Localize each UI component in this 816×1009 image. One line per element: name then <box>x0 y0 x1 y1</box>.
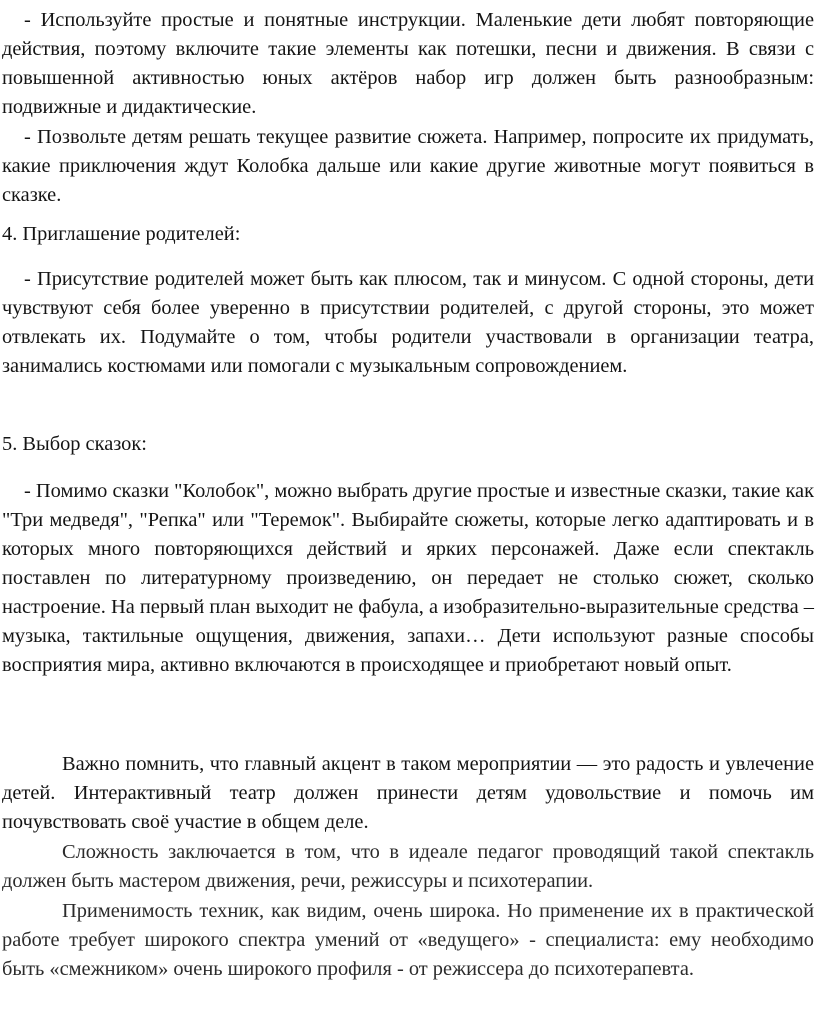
paragraph-instructions: - Используйте простые и понятные инструкции. Маленькие дети любят повторяющие действия, поэтому включите такие элементы как потешки, песни и движения. В связи с повышенной активностью юных актёров набор игр должен быть разнообразным: подвижные и дидактические. <box>2 9 814 118</box>
heading-fairy-tale-choice: 5. Выбор сказок: <box>2 433 147 455</box>
paragraph-plot-development: - Позвольте детям решать текущее развитие сюжета. Например, попросите их придумать, какие приключения ждут Колобка дальше или какие другие животные могут появиться в сказке. <box>2 126 814 206</box>
paragraph-difficulty: Сложность заключается в том, что в идеале педагог проводящий такой спектакль должен быть мастером движения, речи, режиссуры и психотерапии. <box>2 841 814 892</box>
paragraph-fairy-tales: - Помимо сказки "Колобок", можно выбрать другие простые и известные сказки, такие как "Три медведя", "Репка" или "Теремок". Выбирайте сюжеты, которые легко адаптировать и в которых много повторяющихся действий и ярких персонажей. Даже если спектакль поставлен по литературному произведению, он передает не столько сюжет, сколько настроение. На первый план выходит не фабула, а изобразительно-выразительные средства – музыка, тактильные ощущения, движения, запахи… Дети используют разные способы восприятия мира, активно включаются в происходящее и приобретают новый опыт. <box>2 480 814 676</box>
paragraph-parents: - Присутствие родителей может быть как плюсом, так и минусом. С одной стороны, дети чувствуют себя более уверенно в присутствии родителей, с другой стороны, это может отвлекать их. Подумайте о том, чтобы родители участвовали в организации театра, занимались костюмами или помогали с музыкальным сопровождением. <box>2 268 814 377</box>
heading-parents-invitation: 4. Приглашение родителей: <box>2 223 241 245</box>
paragraph-applicability: Применимость техник, как видим, очень широка. Но применение их в практической работе требует широкого спектра умений от «ведущего» - специалиста: ему необходимо быть «смежником» очень широкого профиля - от режиссера до психотерапевта. <box>2 900 814 980</box>
paragraph-main-accent: Важно помнить, что главный акцент в таком мероприятии — это радость и увлечение детей. Интерактивный театр должен принести детям удовольствие и помочь им почувствовать своё участие в общем деле. <box>2 753 814 833</box>
